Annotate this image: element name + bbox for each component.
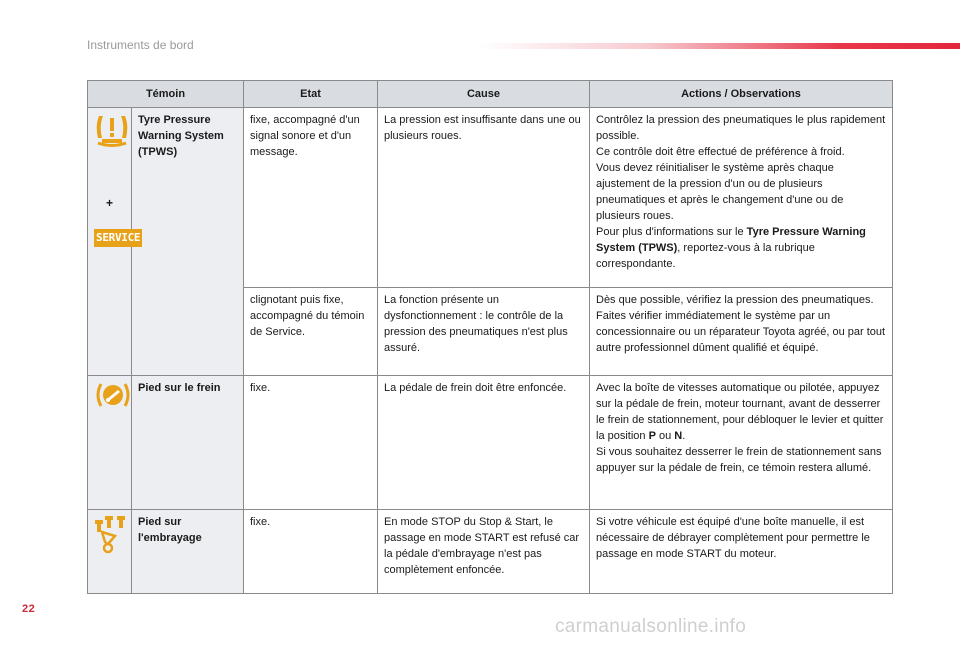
section-title: Instruments de bord: [87, 38, 194, 52]
etat-cell: clignotant puis fixe, accompagné du témoin de Service.: [244, 288, 378, 376]
cause-cell: La pression est insuffisante dans une ou plusieurs roues.: [378, 108, 590, 288]
name-cell-brake: Pied sur le frein: [132, 376, 244, 510]
icon-cell-clutch: [88, 510, 132, 594]
etat-cell: fixe.: [244, 376, 378, 510]
action-text: Ce contrôle doit être effectué de préférence à froid.: [596, 146, 845, 158]
service-label: SERVICE: [94, 229, 142, 247]
table-row: [88, 108, 893, 288]
action-text: Vous devez réinitialiser le système après chaque ajustement de la pression d'un ou de plusieurs pneumatiques et après le changement d'une ou de plusieurs roues.: [596, 162, 844, 222]
header-accent-bar: [480, 43, 960, 49]
name-cell-clutch: Pied sur l'embrayage: [132, 510, 244, 594]
etat-cell: fixe.: [244, 510, 378, 594]
action-text: Si vous souhaitez desserrer le frein de stationnement sans appuyer sur la pédale de frein, ce témoin restera allumé.: [596, 446, 882, 474]
action-text: Contrôlez la pression des pneumatiques le plus rapidement possible.: [596, 114, 886, 142]
table-row: [88, 376, 893, 510]
table-row: [88, 510, 893, 594]
foot-on-brake-icon: [94, 380, 132, 415]
action-text: Faites vérifier immédiatement le système par un concessionnaire ou un réparateur Toyota agréé, ou par tout autre professionnel dûment qualifié et équipé.: [596, 310, 886, 354]
plus-sign: +: [105, 196, 113, 210]
action-text: Pour plus d'informations sur le Tyre Pressure Warning System (TPWS), reportez-vous à la rubrique correspondante.: [596, 226, 866, 270]
action-text: Avec la boîte de vitesses automatique ou pilotée, appuyez sur la pédale de frein, moteur tournant, avant de desserrer le frein de stationnement, pour débloquer le levier et quitter la position P ou N.: [596, 382, 884, 442]
table-header-row: [88, 81, 893, 108]
tpws-reference: Tyre Pressure Warning System (TPWS): [596, 226, 866, 254]
icon-cell-brake: [88, 376, 132, 510]
header-cause: Cause: [378, 81, 590, 108]
cause-cell: La fonction présente un dysfonctionnement : le contrôle de la pression des pneumatiques n'est plus assuré.: [378, 288, 590, 376]
cause-cell: La pédale de frein doit être enfoncée.: [378, 376, 590, 510]
position-p: P: [648, 430, 656, 442]
actions-cell: [590, 288, 893, 376]
tire-pressure-warning-icon: [94, 112, 130, 155]
icon-cell-tpws: [88, 108, 141, 376]
actions-cell: [590, 510, 893, 594]
foot-on-clutch-icon: [94, 514, 128, 559]
service-icon: [94, 229, 142, 247]
warning-lights-table: [87, 80, 893, 594]
actions-cell: [590, 108, 893, 288]
cause-cell: En mode STOP du Stop & Start, le passage en mode START est refusé car la pédale d'embrayage n'est pas complètement enfoncée.: [378, 510, 590, 594]
watermark: carmanualsonline.info: [555, 616, 747, 637]
action-text: Dès que possible, vérifiez la pression des pneumatiques.: [596, 294, 874, 306]
name-cell-tpws: Tyre Pressure Warning System (TPWS): [132, 108, 244, 376]
action-text: Si votre véhicule est équipé d'une boîte manuelle, il est nécessaire de débrayer complètement pour permettre le passage en mode START du moteur.: [596, 516, 870, 560]
page-number: 22: [22, 603, 36, 615]
actions-cell: [590, 376, 893, 510]
etat-cell: fixe, accompagné d'un signal sonore et d'un message.: [244, 108, 378, 288]
position-n: N: [674, 430, 683, 442]
header-actions: Actions / Observations: [590, 81, 893, 108]
header-etat: Etat: [244, 81, 378, 108]
header-temoin: Témoin: [88, 81, 244, 108]
